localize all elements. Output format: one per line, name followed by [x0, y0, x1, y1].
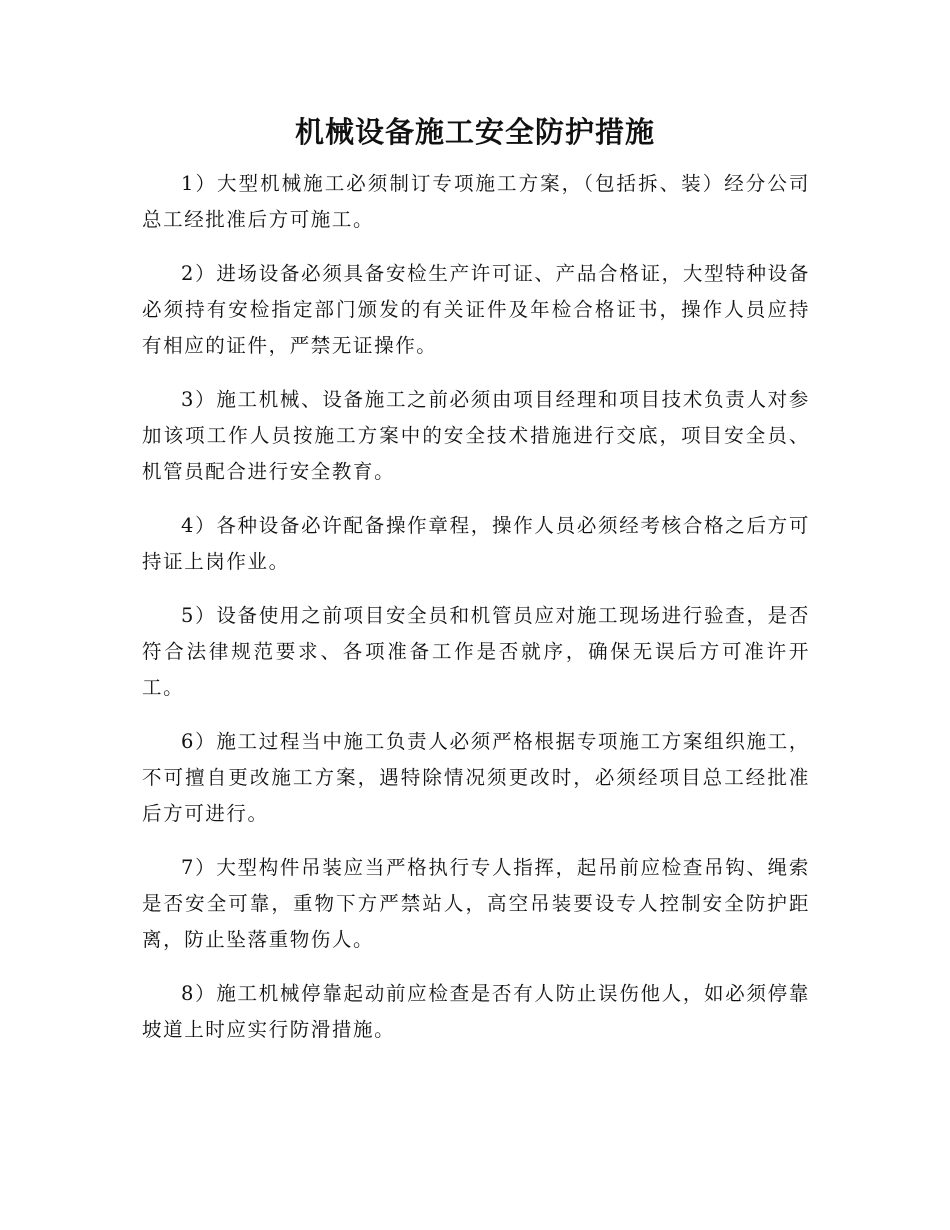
document-title: 机械设备施工安全防护措施	[294, 115, 655, 149]
paragraph-7: 7）大型构件吊装应当严格执行专人指挥，起吊前应检查吊钩、绳索是否安全可靠，重物下方严禁站人，高空吊装要设专人控制安全防护距离，防止坠落重物伤人。	[142, 856, 810, 951]
paragraph-5: 5）设备使用之前项目安全员和机管员应对施工现场进行验查，是否符合法律规范要求、各项准备工作是否就序，确保无误后方可准许开工。	[142, 604, 810, 699]
paragraph-2: 2）进场设备必须具备安检生产许可证、产品合格证，大型特种设备必须持有安检指定部门颁发的有关证件及年检合格证书，操作人员应持有相应的证件，严禁无证操作。	[142, 262, 810, 357]
paragraph-3: 3）施工机械、设备施工之前必须由项目经理和项目技术负责人对参加该项工作人员按施工方案中的安全技术措施进行交底，项目安全员、机管员配合进行安全教育。	[142, 388, 810, 483]
paragraph-1: 1）大型机械施工必须制订专项施工方案，（包括拆、装）经分公司总工经批准后方可施工。	[142, 172, 810, 231]
paragraph-8: 8）施工机械停靠起动前应检查是否有人防止误伤他人，如必须停靠坡道上时应实行防滑措施。	[142, 982, 810, 1041]
paragraph-6: 6）施工过程当中施工负责人必须严格根据专项施工方案组织施工，不可擅自更改施工方案，遇特除情况须更改时，必须经项目总工经批准后方可进行。	[142, 730, 810, 825]
document-body	[142, 166, 810, 1066]
paragraph-4: 4）各种设备必许配备操作章程，操作人员必须经考核合格之后方可持证上岗作业。	[142, 514, 810, 573]
